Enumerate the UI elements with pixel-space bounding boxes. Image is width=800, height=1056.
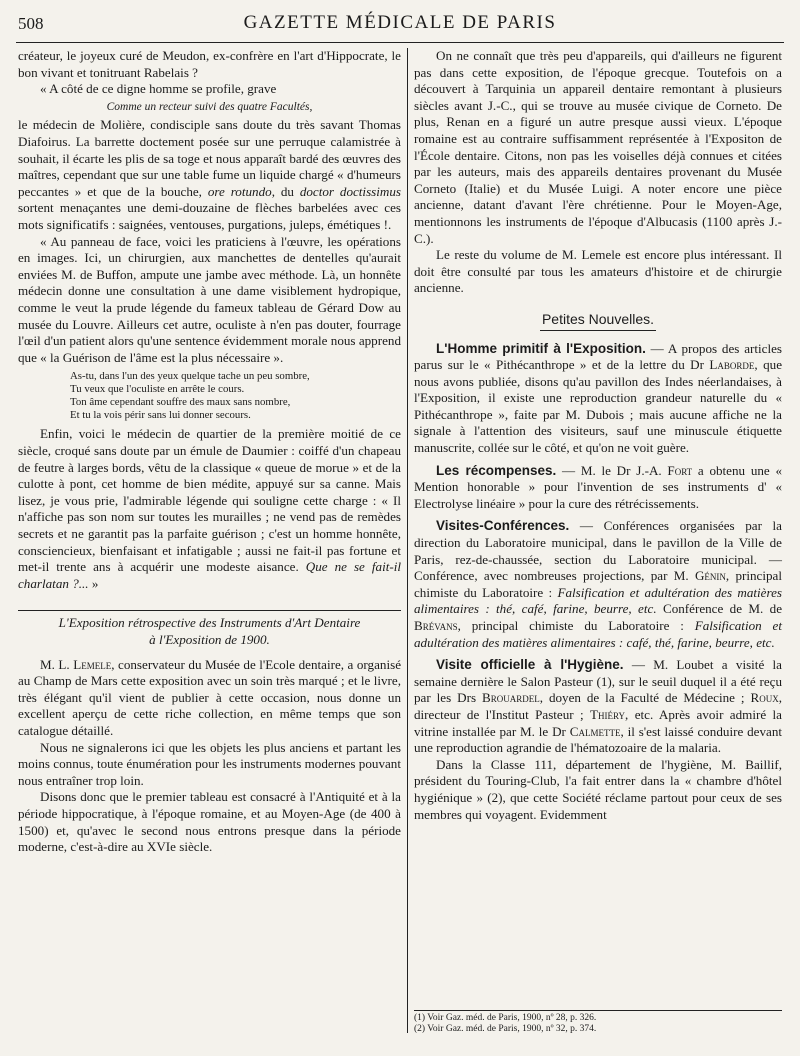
text-run: M. L.: [40, 656, 74, 672]
paragraph: [18, 117, 401, 233]
news-item: [414, 657, 782, 757]
verse-line: Tu veux que l'oculiste en arrête le cours.: [70, 383, 245, 396]
section-title-line: à l'Exposition de 1900.: [149, 632, 270, 647]
person-name: Fort: [667, 462, 693, 478]
text-run: a obtenu une « Mention honorable » pour l'invention de ses instruments d' « Electrolyse linéaire » pour la cure des rétrécissements.: [414, 462, 783, 511]
person-name: Brouardel: [482, 690, 540, 706]
text-run: , du: [271, 183, 300, 199]
text-run: , il s'est laissé conduire devant une reproduction agrandie de l'hématozoaire de la malaria.: [414, 723, 782, 756]
text-run: , que nous avons publiée, disons qu'au pavillon des Indes néerlandaises, à l'Exposition, il existe une reproduction grandeur naturelle du « Pithécanthrope », faite par M. Dubois ; mais aucune affiche ne la signale à l'attention des visiteurs, sauf une minuscule étiquette manuscrite, collée sur le côté, et qu'on ne voit guère.: [414, 357, 783, 456]
text-run: »: [88, 575, 99, 591]
paragraph: [18, 657, 401, 740]
paragraph: « Au panneau de face, voici les praticiens à l'œuvre, les opérations en images. Ici, un chirurgien, aux manchettes de dentelles qu'aurait enviées M. de Buffon, ampute une jambe avec méthode. Là, un honnête médecin donne une consultation à une dame visiblement hydropique, comme le veut la prude légende du fameux tableau de Gérard Dow au musée du Louvre. Ailleurs cet autre, oculiste à n'en pas douter, fourrage l'œil d'un patient alors qu'une sentence évidemment morale nous apprend que « la Guérison de l'âme est la plus nécessaire ».: [18, 233, 401, 365]
page-number: 508: [18, 14, 44, 33]
verse-quote: Comme un recteur suivi des quatre Facultés,: [106, 100, 313, 113]
text-run: sortent menaçantes une demi-douzaine de flèches barbelées avec ces mots significatifs : saignées, ventouses, purgations, juleps, émétiques !.: [18, 200, 401, 232]
news-headline: Les récompenses.: [436, 462, 557, 478]
section-title: [18, 610, 401, 648]
paragraph: créateur, le joyeux curé de Meudon, ex-confrère en l'art d'Hippocrate, le bon vivant et tonitruant Rabelais ?: [18, 48, 401, 80]
footnotes: [414, 1010, 782, 1035]
text-run: — A propos des articles parus sur le « Pithécanthrope » et de la lettre du Dr: [414, 340, 782, 373]
text-run: le médecin de Molière, condisciple sans doute du très savant Thomas Diafoirus. La barrette doctement posée sur une perruque calamistrée à souhait, il écarte les plis de sa toge et nous apparaît bardé des œuvres des maîtres, cependant que sur une table fume un liquide chargé « d'humeurs peccantes » et que de la bouche,: [18, 117, 401, 199]
verse-line: As-tu, dans l'un des yeux quelque tache un peu sombre,: [70, 370, 310, 383]
header-rule: [16, 42, 784, 43]
text-run: Conférence de M. de: [656, 601, 783, 617]
news-item: [414, 341, 782, 457]
text-run: — M. Loubet a visité la semaine dernière le Salon Pasteur (1), sur le seuil duquel il a été reçu par les Drs: [414, 657, 782, 706]
column-divider: [407, 48, 408, 1033]
text-run-italic: doctor doctissimus: [299, 183, 402, 199]
person-name: Brévans: [414, 618, 458, 633]
person-name: Génin: [694, 568, 726, 584]
footnote: (2) Voir Gaz. méd. de Paris, 1900, nº 32, p. 374.: [414, 1024, 597, 1034]
paragraph: Nous ne signalerons ici que les objets les plus anciens et partant les moins connus, toute énumération pour les instruments modernes pouvant nous entraîner trop loin.: [18, 739, 401, 788]
person-name: Laborde: [709, 357, 755, 373]
person-name: Calmette: [569, 723, 621, 739]
text-run: , directeur de l'Institut Pasteur ;: [414, 690, 782, 722]
text-run: Enfin, voici le médecin de quartier de la première moitié de ce siècle, croqué sans doute par un émule de Daumier : coiffé d'un chapeau de feutre à larges bords, vêtu de la classique « queue de morue » et de la culotte à pont, cet homme de bien médite, appuyé sur sa canne. Mais lisez, je vous prie, l'admirable légende qui souligne cette charge : « Il n'affiche pas son nom sur toutes les murailles ; ne vend pas de remèdes secrets et ne garantit pas la parfaite guérison ; c'est un homme honnête, consciencieux, bienfaisant et infatigable ; aussi ne fait-il pas fortune et met-il trente ans à acquérir une modeste aisance.: [18, 426, 401, 575]
news-item: [414, 463, 782, 513]
section-heading: [414, 311, 782, 331]
text-run: , conservateur du Musée de l'Ecole dentaire, a organisé au Champ de Mars cette exposition avec un soin très marqué ; et le livre, très élégant qu'il vient de publier à cette occasion, nous donne un excellent aperçu de cette riche collection, en même temps que son catalogue détaillé.: [18, 656, 402, 738]
person-name: Roux: [750, 690, 779, 706]
text-run: , principal chimiste du Laboratoire :: [457, 618, 695, 633]
text-run-italic: Falsification et adultération des matières alimentaires : thé, café, farine, beurre, etc.: [414, 584, 782, 617]
paragraph: On ne connaît que très peu d'appareils, qui d'ailleurs ne figurent pas dans cette exposition, de l'époque grecque. Toutefois on a découvert à Tarquinia un appareil dentaire remontant à plusieurs siècles avant J.-C., qui se trouve au musée civique de Corneto. De plus, Renan en a figuré un autre presque aussi vieux. L'époque romaine est au contraire suffisamment représentée à l'Expositon de l'École dentaire. Citons, non pas les voiselles déjà connues et citées par les auteurs, mais des appareils dentaires provenant du Musée Corneto (Italie) et du Musée Luigi. A noter encore une pièce ancienne, datant d'avant l'ère chrétienne. Pour le Moyen-Age, mentionnons les instruments de l'époque d'Albucasis (1100 après J.-C.).: [414, 48, 782, 246]
verse-block: [70, 370, 401, 421]
author-name: Lemele: [73, 656, 112, 672]
text-run-italic: Que ne se fait-il charlatan ?...: [18, 559, 401, 591]
person-name: Thiéry: [590, 706, 626, 722]
section-heading-text: Petites Nouvelles.: [540, 311, 656, 331]
text-run-italic: ore rotundo: [207, 183, 272, 199]
paragraph: « A côté de ce digne homme se profile, grave: [40, 81, 277, 97]
paragraph: Disons donc que le premier tableau est consacré à l'Antiquité et à la période hippocratique, à l'époque romaine, et au Moyen-Age (de 400 à 1500) et, qu'avec le second nous entrons presque dans la période moderne, c'est-à-dire au XVIe siècle.: [18, 789, 401, 855]
news-headline: Visite officielle à l'Hygiène.: [436, 657, 624, 673]
left-column: [18, 48, 401, 856]
text-run: , principal chimiste du Laboratoire :: [414, 568, 783, 600]
news-item: [414, 518, 782, 651]
verse-line: Ton âme cependant souffre des maux sans nombre,: [70, 395, 291, 408]
footnote: (1) Voir Gaz. méd. de Paris, 1900, nº 28, p. 326.: [414, 1013, 597, 1023]
verse-line: Et tu la vois périr sans lui donner secours.: [70, 408, 251, 421]
text-run: — Conférences organisées par la direction du Laboratoire municipal, dans le pavillon de la Ville de Paris, rez-de-chaussée, section du Laboratoire municipal. — Conférence, avec nombreuses projections, par M.: [414, 518, 782, 584]
text-run: , doyen de la Faculté de Médecine ;: [539, 690, 751, 706]
news-headline: Visites-Conférences.: [436, 518, 570, 534]
section-title-line: L'Exposition rétrospective des Instruments d'Art Dentaire: [58, 615, 361, 631]
text-run: — M. le Dr J.-A.: [556, 462, 668, 478]
paragraph: Le reste du volume de M. Lemele est encore plus intéressant. Il doit être consulté par tous les amateurs d'histoire et de chirurgie ancienne.: [414, 247, 782, 296]
news-headline: L'Homme primitif à l'Exposition.: [436, 340, 646, 356]
paragraph: Dans la Classe 111, département de l'hygiène, M. Baillif, président du Touring-Club, l'a fait entrer dans la « chambre d'hôtel hygiénique » (2), que cette Société réclame partout pour ceux de ses membres qui voyagent. Evidemment: [414, 756, 782, 822]
right-column: [414, 48, 782, 823]
journal-title: GAZETTE MÉDICALE DE PARIS: [243, 12, 557, 33]
paragraph: [18, 426, 401, 592]
text-run-italic: Falsification et adultération des matières alimentaires : café, thé, farine, beurre, etc.: [414, 618, 782, 650]
text-run: , etc. Après avoir admiré la vitrine installée par M. le Dr: [414, 706, 782, 739]
